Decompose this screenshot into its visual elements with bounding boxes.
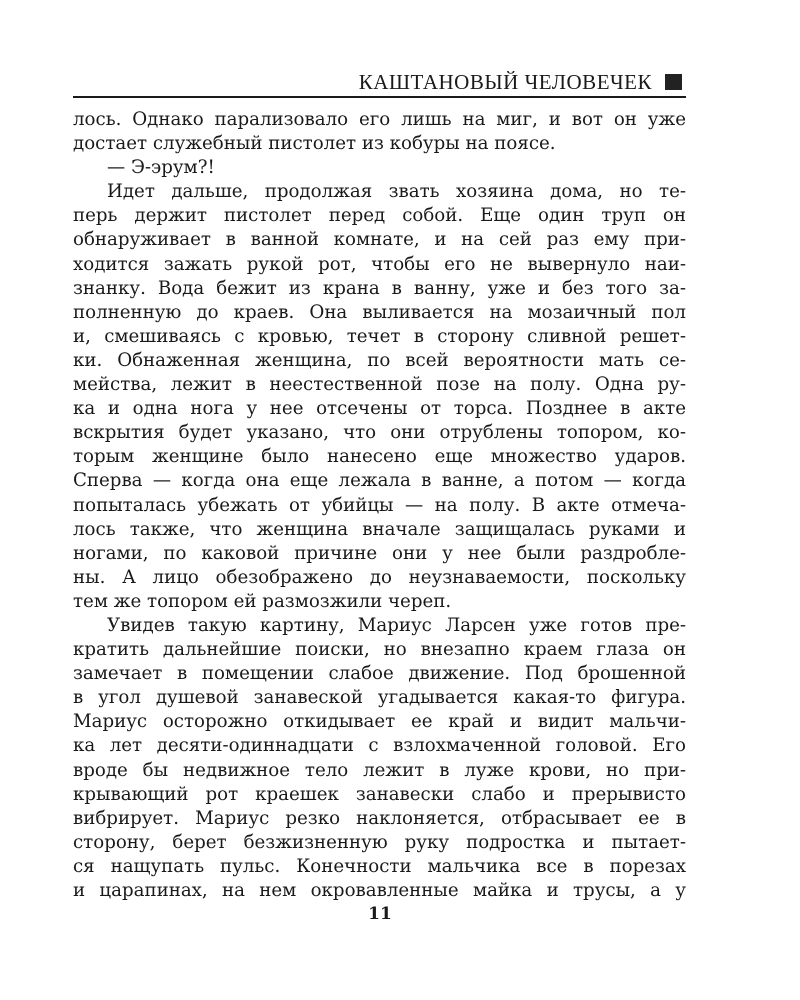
- text-line: ны. А лицо обезображено до неузнаваемости, поскольку: [73, 566, 686, 588]
- text-line: ка лет десяти-одиннадцати с взлохмаченной головой. Его: [73, 735, 686, 757]
- text-line: полненную до краев. Она выливается на мозаичный пол: [73, 301, 686, 323]
- text-line: вибрирует. Мариус резко наклоняется, отбрасывает ее в: [73, 807, 686, 829]
- text-line: ка и одна нога у нее отсечены от торса. Позднее в акте: [73, 398, 686, 420]
- body-text: [73, 108, 686, 903]
- running-head: [73, 66, 686, 98]
- header-rule: [73, 96, 686, 98]
- text-line: перь держит пистолет перед собой. Еще один труп он: [73, 205, 686, 227]
- text-line: обнаруживает в ванной комнате, и на сей раз ему при-: [73, 229, 686, 251]
- text-line: замечает в помещении слабое движение. Под брошенной: [73, 663, 686, 685]
- text-line: Идет дальше, продолжая звать хозяина дома, но те-: [107, 181, 686, 203]
- text-line: достает служебный пистолет из кобуры на поясе.: [73, 133, 556, 155]
- running-title: КАШТАНОВЫЙ ЧЕЛОВЕЧЕК: [358, 70, 652, 94]
- text-line: тем же топором ей размозжили череп.: [73, 590, 452, 612]
- text-line: Увидев такую картину, Мариус Ларсен уже готов пре-: [107, 614, 686, 636]
- dialogue-line: — Э-эрум?!: [107, 157, 215, 179]
- text-line: мейства, лежит в неестественной позе на полу. Одна ру-: [73, 374, 686, 396]
- text-line: в угол душевой занавеской угадывается какая-то фигура.: [73, 687, 686, 709]
- text-line: ногами, по каковой причине они у нее были раздроблe-: [73, 542, 686, 564]
- text-line: ки. Обнаженная женщина, по всей вероятности мать се-: [73, 349, 686, 371]
- header-square-ornament: [665, 74, 682, 90]
- text-line: лось. Однако парализовало его лишь на миг, и вот он уже: [73, 109, 686, 130]
- text-line: крывающий рот краешек занавески слабо и прерывисто: [73, 783, 686, 805]
- text-line: вскрытия будет указано, что они отрублены топором, ко-: [73, 422, 686, 444]
- text-line: ходится зажать рукой рот, чтобы его не вывернуло наи-: [73, 253, 686, 275]
- text-line: торым женщине было нанесено еще множество ударов.: [73, 446, 686, 468]
- text-line: кратить дальнейшие поиски, но внезапно краем глаза он: [73, 639, 686, 661]
- text-line: сторону, берет безжизненную руку подростка и пытает-: [73, 831, 686, 853]
- text-line: ся нащупать пульс. Конечности мальчика все в порезах: [73, 855, 686, 877]
- text-line: лось также, что женщина вначале защищалась руками и: [73, 518, 686, 540]
- text-line: знанку. Вода бежит из крана в ванну, уже и без того за-: [73, 277, 686, 299]
- text-line: Мариус осторожно откидывает ее край и видит мальчи-: [73, 711, 686, 733]
- text-line: вроде бы недвижное тело лежит в луже крови, но при-: [73, 759, 686, 781]
- page-number: 11: [368, 904, 392, 924]
- text-line: попыталась убежать от убийцы — на полу. В акте отмеча-: [73, 494, 686, 516]
- text-line: и, смешиваясь с кровью, течет в сторону сливной решет-: [73, 325, 686, 347]
- text-line: и царапинах, на нем окровавленные майка и трусы, а у: [73, 880, 686, 901]
- text-line: Сперва — когда она еще лежала в ванне, а потом — когда: [73, 470, 686, 492]
